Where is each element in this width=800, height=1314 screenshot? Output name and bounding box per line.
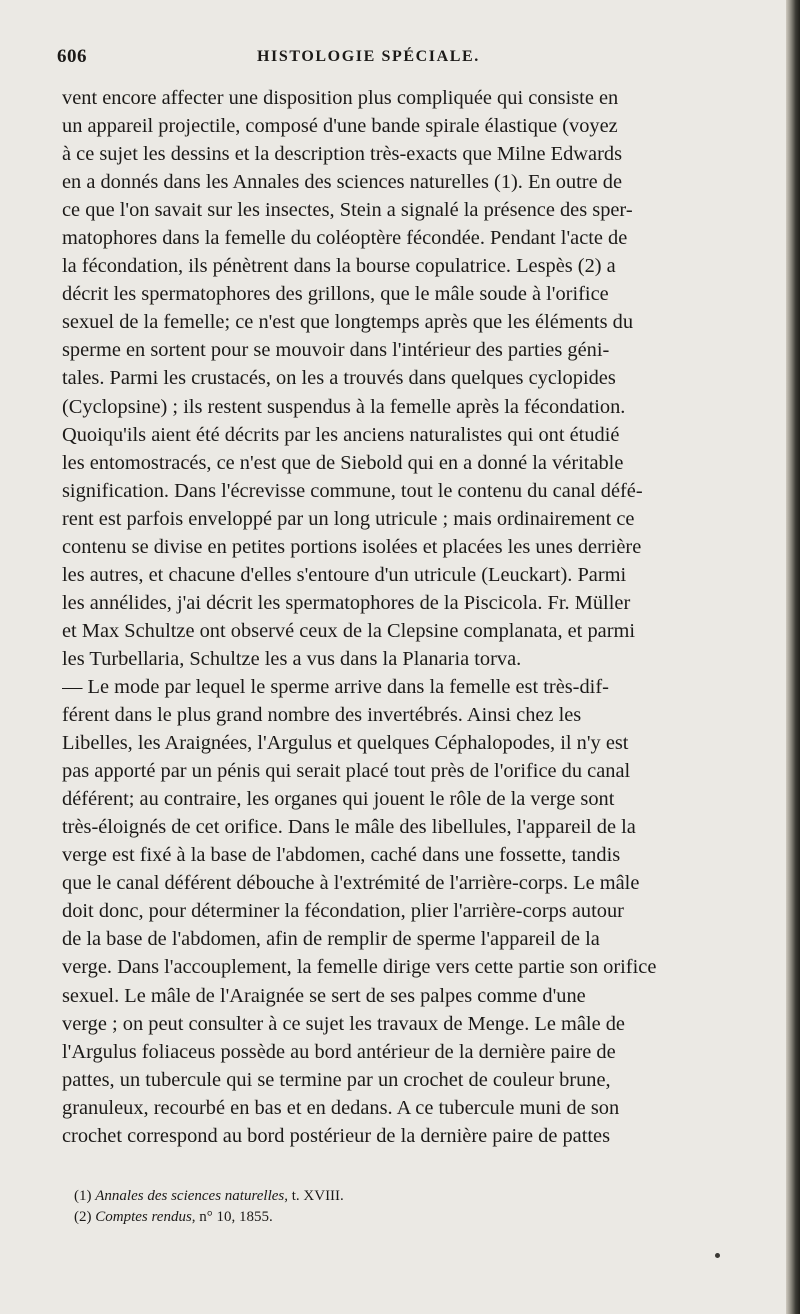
page-header — [57, 46, 717, 74]
page-number: 606 — [57, 46, 87, 67]
text-line: très-éloignés de cet orifice. Dans le mâle des libellules, l'appareil de la — [62, 816, 636, 839]
body-text — [62, 84, 792, 1150]
text-line: verge ; on peut consulter à ce sujet les travaux de Menge. Le mâle de — [62, 1012, 625, 1035]
text-line: décrit les spermatophores des grillons, que le mâle soude à l'orifice — [62, 283, 609, 306]
text-line: à ce sujet les dessins et la description très-exacts que Milne Edwards — [62, 143, 623, 166]
text-line: que le canal déférent débouche à l'extrémité de l'arrière-corps. Le mâle — [62, 872, 640, 895]
text-line: sexuel de la femelle; ce n'est que longtemps après que les éléments du — [62, 311, 634, 334]
text-line: sexuel. Le mâle de l'Araignée se sert de ses palpes comme d'une — [62, 984, 586, 1007]
text-line: Quoiqu'ils aient été décrits par les anciens naturalistes qui ont étudié — [62, 423, 620, 446]
text-line: férent dans le plus grand nombre des invertébrés. Ainsi chez les — [62, 704, 582, 727]
text-line: granuleux, recourbé en bas et en dedans. A ce tubercule muni de son — [62, 1096, 620, 1119]
text-line: matophores dans la femelle du coléoptère fécondée. Pendant l'acte de — [62, 227, 628, 250]
footnote-number: (2) — [74, 1209, 92, 1225]
text-line: l'Argulus foliaceus possède au bord antérieur de la dernière paire de — [62, 1040, 616, 1063]
footnote-detail: , t. XVIII. — [284, 1188, 344, 1204]
footnote-2 — [74, 1207, 754, 1228]
text-line: — Le mode par lequel le sperme arrive dans la femelle est très-dif- — [62, 675, 609, 698]
running-title: HISTOLOGIE SPÉCIALE. — [257, 48, 480, 65]
footnote-1 — [74, 1186, 754, 1207]
text-line: verge. Dans l'accouplement, la femelle dirige vers cette partie son orifice — [62, 956, 657, 979]
text-line: rent est parfois enveloppé par un long utricule ; mais ordinairement ce — [62, 507, 635, 530]
text-line: déférent; au contraire, les organes qui jouent le rôle de la verge sont — [62, 788, 615, 811]
text-line: pattes, un tubercule qui se termine par un crochet de couleur brune, — [62, 1068, 611, 1091]
text-line: les annélides, j'ai décrit les spermatophores de la Piscicola. Fr. Müller — [62, 591, 631, 614]
text-line: tales. Parmi les crustacés, on les a trouvés dans quelques cyclopides — [62, 367, 616, 390]
text-line: pas apporté par un pénis qui serait placé tout près de l'orifice du canal — [62, 760, 631, 783]
text-line: contenu se divise en petites portions isolées et placées les unes derrière — [62, 535, 642, 558]
book-spine-edge — [786, 0, 800, 1314]
text-line: sperme en sortent pour se mouvoir dans l'intérieur des parties géni- — [62, 339, 610, 362]
text-line: ce que l'on savait sur les insectes, Stein a signalé la présence des sper- — [62, 199, 633, 222]
text-line: signification. Dans l'écrevisse commune, tout le contenu du canal défé- — [62, 479, 643, 502]
text-line: la fécondation, ils pénètrent dans la bourse copulatrice. Lespès (2) a — [62, 255, 616, 278]
text-line: les Turbellaria, Schultze les a vus dans la Planaria torva. — [62, 647, 522, 670]
text-line: vent encore affecter une disposition plus compliquée qui consiste en — [62, 87, 619, 109]
ink-speck — [715, 1253, 720, 1258]
footnotes — [74, 1186, 754, 1228]
text-line: et Max Schultze ont observé ceux de la Clepsine complanata, et parmi — [62, 619, 636, 642]
text-line: en a donnés dans les Annales des sciences naturelles (1). En outre de — [62, 171, 622, 194]
text-line: verge est fixé à la base de l'abdomen, caché dans une fossette, tandis — [62, 844, 621, 867]
text-line: un appareil projectile, composé d'une bande spirale élastique (voyez — [62, 115, 618, 138]
footnote-source: Annales des sciences naturelles — [95, 1188, 285, 1204]
footnote-source: Comptes rendus — [95, 1209, 192, 1225]
text-line: (Cyclopsine) ; ils restent suspendus à la femelle après la fécondation. — [62, 395, 626, 418]
text-line: les autres, et chacune d'elles s'entoure d'un utricule (Leuckart). Parmi — [62, 563, 627, 586]
text-line: doit donc, pour déterminer la fécondation, plier l'arrière-corps autour — [62, 900, 624, 923]
text-line: de la base de l'abdomen, afin de remplir de sperme l'appareil de la — [62, 928, 600, 951]
footnote-number: (1) — [74, 1188, 92, 1204]
footnote-detail: , n° 10, 1855. — [191, 1209, 273, 1225]
text-line: les entomostracés, ce n'est que de Siebold qui en a donné la véritable — [62, 451, 624, 474]
text-line: crochet correspond au bord postérieur de la dernière paire de pattes — [62, 1124, 611, 1147]
text-line: Libelles, les Araignées, l'Argulus et quelques Céphalopodes, il n'y est — [62, 732, 629, 755]
